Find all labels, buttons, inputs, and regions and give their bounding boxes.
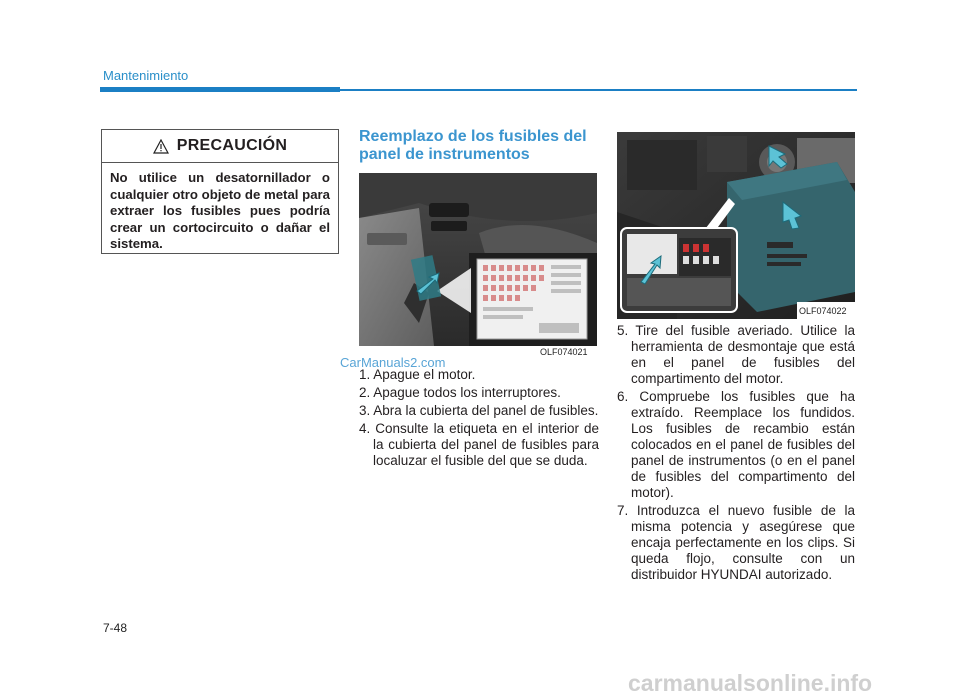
watermark-top: CarManuals2.com [340, 355, 446, 370]
caution-box [101, 129, 339, 254]
step-6: 6. Compruebe los fusibles que ha extraído. Reemplace los fundidos. Los fusibles de recambio están colocados en el panel de fusibles del panel de instrumentos (o en el panel de fusibles del compartimento del motor). [617, 389, 855, 500]
section-heading: Reemplazo de los fusibles del panel de instrumentos [359, 128, 587, 163]
caution-title: PRECAUCIÓN [176, 137, 288, 154]
figure-code-1: OLF074021 [540, 347, 588, 357]
step-5: 5. Tire del fusible averiado. Utilice la herramienta de desmontaje que está en el panel de fusibles del compartimento del motor. [617, 323, 855, 386]
warning-triangle-icon [153, 139, 169, 154]
step-4: 4. Consulte la etiqueta en el interior de la cubierta del panel de fusibles para localuzar el fusible del que se duda. [359, 421, 599, 468]
step-2: 2. Apague todos los interruptores. [359, 385, 561, 400]
page-number: 7-48 [103, 621, 128, 635]
step-3: 3. Abra la cubierta del panel de fusibles. [359, 403, 599, 418]
steps-list-right [617, 323, 855, 585]
steps-list-left [359, 367, 599, 471]
section-label: Mantenimiento [103, 68, 189, 83]
figure-code-2: OLF074022 [799, 306, 847, 316]
caution-header [102, 130, 338, 163]
header-rule-thick [100, 87, 340, 92]
caution-text: No utilice un desatornillador o cualquier otro objeto de metal para extraer los fusibles pues podría crear un cortocircuito o dañar el sistema. [110, 170, 330, 251]
step-7: 7. Introduzca el nuevo fusible de la misma potencia y asegúrese que encaja perfectamente en los clips. Si queda flojo, consulte con un distribuidor HYUNDAI autorizado. [617, 503, 855, 582]
dashboard-fuse-panel-photo [359, 173, 597, 346]
engine-fuse-box-photo [617, 132, 855, 319]
watermark-bottom: carmanualsonline.info [628, 670, 873, 696]
header-rule-thin [340, 89, 857, 91]
step-1: 1. Apague el motor. [359, 367, 476, 382]
